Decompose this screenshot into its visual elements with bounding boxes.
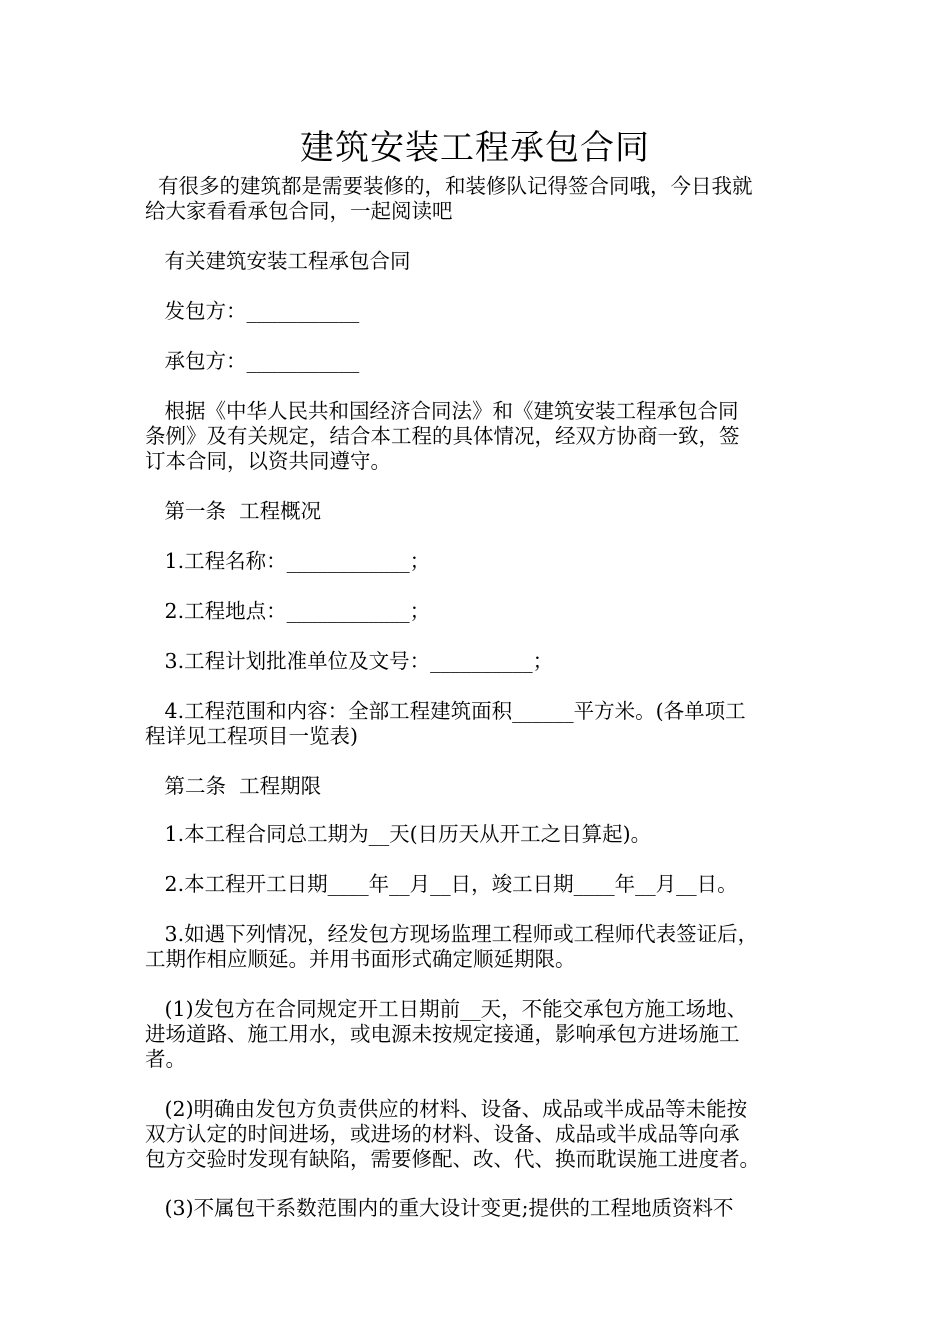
article-2-item-2 bbox=[145, 872, 821, 897]
article-2-heading bbox=[145, 774, 821, 799]
text-line: (1)发包方在合同规定开工日期前__天，不能交承包方施工场地、 bbox=[145, 997, 748, 1021]
intro-paragraph bbox=[145, 174, 821, 224]
article-1-heading bbox=[145, 499, 821, 524]
text-line: 进场道路、施工用水，或电源未按规定接通，影响承包方进场施工 bbox=[145, 1022, 740, 1046]
text-line: 工期作相应顺延。并用书面形式确定顺延期限。 bbox=[145, 947, 576, 971]
text-line: 有关建筑安装工程承包合同 bbox=[145, 249, 411, 273]
article-2-item-3 bbox=[145, 922, 821, 972]
text-line: (3)不属包干系数范围内的重大设计变更;提供的工程地质资料不 bbox=[145, 1196, 734, 1220]
paragraph-heading bbox=[145, 249, 821, 274]
text-line: 4.工程范围和内容：全部工程建筑面积______平方米。(各单项工 bbox=[145, 699, 746, 723]
paragraph-issuer bbox=[145, 299, 821, 324]
text-line: 3.工程计划批准单位及文号：__________； bbox=[145, 649, 554, 673]
text-line: 第一条 工程概况 bbox=[145, 499, 322, 523]
text-line: 者。 bbox=[145, 1047, 186, 1071]
article-2-case-3 bbox=[145, 1196, 821, 1221]
text-line: 双方认定的时间进场，或进场的材料、设备、成品或半成品等向承 bbox=[145, 1122, 740, 1146]
text-line: (2)明确由发包方负责供应的材料、设备、成品或半成品等未能按 bbox=[145, 1097, 748, 1121]
article-2-case-2 bbox=[145, 1097, 821, 1172]
article-2-item-1 bbox=[145, 822, 821, 847]
page-title: 建筑安装工程承包合同 bbox=[300, 128, 650, 168]
text-line: 包方交验时发现有缺陷，需要修配、改、代、换而耽误施工进度者。 bbox=[145, 1147, 760, 1171]
article-1-item-1 bbox=[145, 549, 821, 574]
text-line: 发包方：___________ bbox=[145, 299, 360, 323]
text-line: 根据《中华人民共和国经济合同法》和《建筑安装工程承包合同 bbox=[145, 399, 739, 423]
text-line: 程详见工程项目一览表) bbox=[145, 724, 358, 748]
article-1-item-4 bbox=[145, 699, 821, 749]
text-line: 承包方：___________ bbox=[145, 349, 360, 373]
text-line: 1.工程名称：____________； bbox=[145, 549, 431, 573]
article-1-item-2 bbox=[145, 599, 821, 624]
text-line: 给大家看看承包合同，一起阅读吧 bbox=[145, 199, 453, 223]
paragraph-basis bbox=[145, 399, 821, 474]
text-line: 有很多的建筑都是需要装修的，和装修队记得签合同哦，今日我就 bbox=[145, 174, 753, 198]
text-line: 2.工程地点：____________； bbox=[145, 599, 431, 623]
text-line: 订本合同，以资共同遵守。 bbox=[145, 449, 391, 473]
text-line: 3.如遇下列情况，经发包方现场监理工程师或工程师代表签证后， bbox=[145, 922, 759, 946]
article-2-case-1 bbox=[145, 997, 821, 1072]
text-line: 1.本工程合同总工期为__天(日历天从开工之日算起)。 bbox=[145, 822, 652, 846]
text-line: 第二条 工程期限 bbox=[145, 774, 322, 798]
text-line: 2.本工程开工日期____年__月__日，竣工日期____年__月__日。 bbox=[145, 872, 738, 896]
paragraph-contractor bbox=[145, 349, 821, 374]
article-1-item-3 bbox=[145, 649, 821, 674]
text-line: 条例》及有关规定，结合本工程的具体情况，经双方协商一致，签 bbox=[145, 424, 740, 448]
